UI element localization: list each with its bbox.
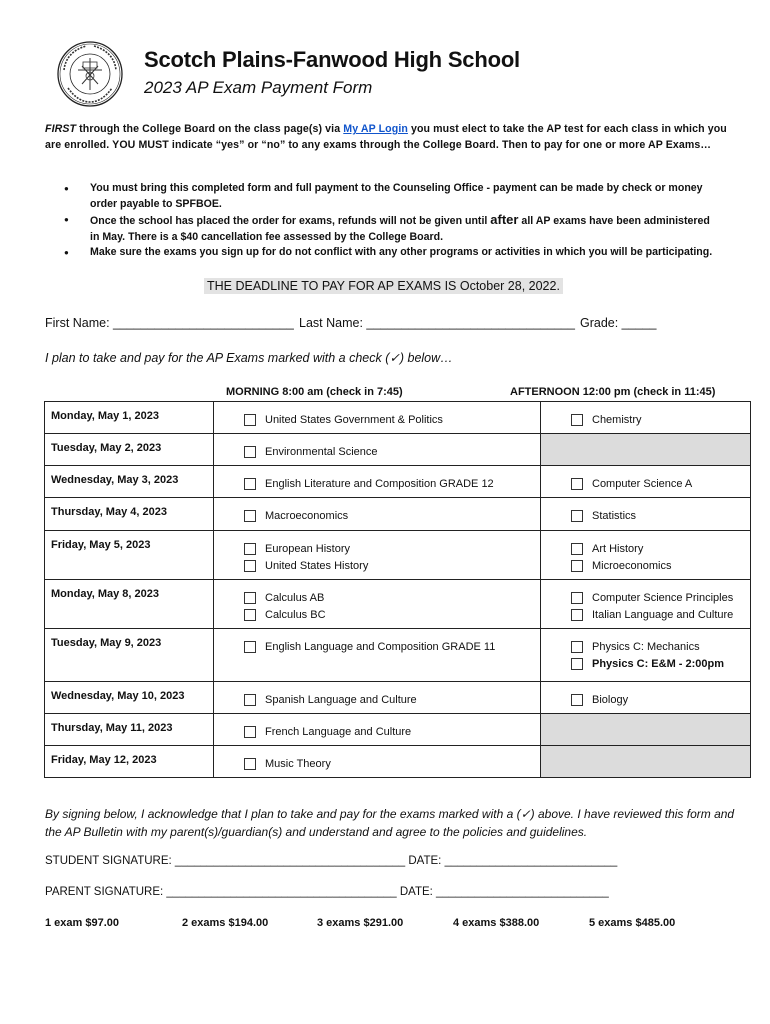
exam-name: Environmental Science bbox=[265, 445, 378, 458]
exam-checkbox[interactable] bbox=[244, 758, 256, 770]
parent-signature-line[interactable]: PARENT SIGNATURE: ____________________________________ DATE: ___________________________ bbox=[45, 886, 609, 898]
exam-day: Monday, May 1, 2023 bbox=[45, 402, 214, 434]
exam-option[interactable] bbox=[244, 558, 540, 576]
schedule-row bbox=[45, 531, 751, 580]
exam-option[interactable] bbox=[571, 507, 750, 525]
plan-instruction: I plan to take and pay for the AP Exams marked with a check (✓) below… bbox=[45, 351, 453, 365]
exam-checkbox[interactable] bbox=[244, 446, 256, 458]
exam-option[interactable] bbox=[571, 558, 750, 576]
morning-exam-cell bbox=[214, 466, 541, 498]
exam-option[interactable] bbox=[244, 507, 540, 525]
exam-name: Computer Science Principles bbox=[592, 591, 734, 604]
afternoon-exam-cell bbox=[541, 498, 751, 531]
exam-checkbox[interactable] bbox=[571, 560, 583, 572]
exam-option[interactable] bbox=[571, 607, 750, 625]
first-name-field[interactable]: First Name: __________________________ bbox=[45, 316, 294, 330]
instruction-item: ● Make sure the exams you sign up for do not conflict with any other programs or activities in which you will be participating. bbox=[60, 245, 720, 261]
student-signature-line[interactable]: STUDENT SIGNATURE: ____________________________________ DATE: ___________________________ bbox=[45, 855, 618, 867]
exam-option[interactable] bbox=[571, 411, 750, 429]
intro-first: FIRST bbox=[45, 123, 77, 135]
exam-day: Thursday, May 11, 2023 bbox=[45, 714, 214, 746]
morning-column-header: MORNING 8:00 am (check in 7:45) bbox=[226, 386, 403, 398]
exam-name: Physics C: E&M - 2:00pm bbox=[592, 658, 725, 671]
exam-schedule-table bbox=[44, 401, 751, 778]
afternoon-exam-cell bbox=[541, 402, 751, 434]
instruction-item: ● You must bring this completed form and full payment to the Counseling Office - payment can be made by check or money order payable to SPFBOE. bbox=[60, 181, 720, 212]
morning-exam-cell bbox=[214, 629, 541, 682]
exam-name: United States Government & Politics bbox=[265, 413, 443, 426]
exam-option[interactable] bbox=[571, 656, 750, 674]
instructions-list bbox=[60, 181, 720, 261]
exam-option[interactable] bbox=[571, 691, 750, 709]
schedule-row bbox=[45, 434, 751, 466]
exam-day: Friday, May 5, 2023 bbox=[45, 531, 214, 580]
exam-option[interactable] bbox=[244, 638, 540, 656]
exam-option[interactable] bbox=[571, 638, 750, 656]
exam-checkbox[interactable] bbox=[244, 478, 256, 490]
intro-text-1: through the College Board on the class page(s) via bbox=[76, 123, 344, 135]
schedule-row bbox=[45, 466, 751, 498]
exam-name: Spanish Language and Culture bbox=[265, 693, 417, 706]
exam-name: Physics C: Mechanics bbox=[592, 640, 700, 653]
afternoon-exam-cell bbox=[541, 531, 751, 580]
last-name-field[interactable]: Last Name: ______________________________ bbox=[299, 316, 575, 330]
instruction-item: ● Once the school has placed the order for exams, refunds will not be given until after all AP exams have been administered in May. There is a $40 cancellation fee assessed by the College Board. bbox=[60, 212, 720, 245]
exam-option[interactable] bbox=[244, 475, 540, 493]
afternoon-exam-cell bbox=[541, 580, 751, 629]
exam-day: Wednesday, May 10, 2023 bbox=[45, 682, 214, 714]
schedule-row bbox=[45, 682, 751, 714]
exam-checkbox[interactable] bbox=[571, 658, 583, 670]
exam-name: Calculus AB bbox=[265, 591, 325, 604]
intro-paragraph bbox=[45, 121, 730, 153]
schedule-row bbox=[45, 402, 751, 434]
school-title: Scotch Plains-Fanwood High School bbox=[144, 47, 520, 72]
afternoon-exam-cell bbox=[541, 682, 751, 714]
exam-name: Microeconomics bbox=[592, 560, 672, 573]
after-emphasis: after bbox=[490, 212, 519, 227]
intro-text-2: you must elect to take the AP test for each class in which you are enrolled. YOU MUST indicate “yes” or “no” to any exams through the College Board. Then to pay for one or more AP Exams… bbox=[45, 123, 727, 151]
exam-option[interactable] bbox=[244, 443, 540, 461]
exam-checkbox[interactable] bbox=[571, 478, 583, 490]
morning-exam-cell bbox=[214, 498, 541, 531]
exam-checkbox[interactable] bbox=[244, 543, 256, 555]
exam-name: Biology bbox=[592, 693, 629, 706]
acknowledgement-text: By signing below, I acknowledge that I plan to take and pay for the exams marked with a (✓) above. I have reviewed this form and the AP Bulletin with my parent(s)/guardian(s) and understand and agree to the policies and guidelines. bbox=[45, 807, 735, 839]
exam-checkbox[interactable] bbox=[244, 641, 256, 653]
price-2-exams: 2 exams $194.00 bbox=[182, 917, 269, 929]
exam-name: Art History bbox=[592, 542, 644, 555]
exam-option[interactable] bbox=[571, 540, 750, 558]
exam-name: Computer Science A bbox=[592, 477, 693, 490]
exam-checkbox[interactable] bbox=[244, 414, 256, 426]
exam-option[interactable] bbox=[244, 607, 540, 625]
exam-option[interactable] bbox=[244, 589, 540, 607]
exam-option[interactable] bbox=[571, 589, 750, 607]
exam-option[interactable] bbox=[244, 540, 540, 558]
exam-checkbox[interactable] bbox=[244, 726, 256, 738]
price-4-exams: 4 exams $388.00 bbox=[453, 917, 540, 929]
exam-name: French Language and Culture bbox=[265, 725, 412, 738]
schedule-row bbox=[45, 580, 751, 629]
exam-day: Tuesday, May 9, 2023 bbox=[45, 629, 214, 682]
exam-day: Monday, May 8, 2023 bbox=[45, 580, 214, 629]
exam-checkbox[interactable] bbox=[244, 694, 256, 706]
grade-field[interactable]: Grade: _____ bbox=[580, 316, 657, 330]
afternoon-exam-cell bbox=[541, 746, 751, 778]
exam-checkbox[interactable] bbox=[571, 414, 583, 426]
exam-checkbox[interactable] bbox=[571, 543, 583, 555]
price-1-exam: 1 exam $97.00 bbox=[45, 917, 120, 929]
exam-option[interactable] bbox=[244, 755, 540, 773]
exam-day: Wednesday, May 3, 2023 bbox=[45, 466, 214, 498]
schedule-row bbox=[45, 746, 751, 778]
exam-name: Statistics bbox=[592, 509, 637, 522]
my-ap-login-link[interactable]: My AP Login bbox=[343, 123, 408, 135]
afternoon-exam-cell bbox=[541, 434, 751, 466]
school-seal-logo bbox=[56, 40, 124, 108]
deadline-notice: THE DEADLINE TO PAY FOR AP EXAMS IS October 28, 2022. bbox=[204, 278, 563, 294]
morning-exam-cell bbox=[214, 531, 541, 580]
morning-exam-cell bbox=[214, 402, 541, 434]
exam-checkbox[interactable] bbox=[244, 510, 256, 522]
exam-day: Thursday, May 4, 2023 bbox=[45, 498, 214, 531]
exam-checkbox[interactable] bbox=[244, 609, 256, 621]
exam-checkbox[interactable] bbox=[571, 609, 583, 621]
exam-name: United States History bbox=[265, 560, 369, 573]
schedule-row bbox=[45, 498, 751, 531]
morning-exam-cell bbox=[214, 434, 541, 466]
schedule-row bbox=[45, 629, 751, 682]
exam-option[interactable] bbox=[571, 475, 750, 493]
exam-checkbox[interactable] bbox=[571, 510, 583, 522]
exam-checkbox[interactable] bbox=[571, 592, 583, 604]
price-3-exams: 3 exams $291.00 bbox=[317, 917, 404, 929]
exam-day: Tuesday, May 2, 2023 bbox=[45, 434, 214, 466]
exam-name: English Language and Composition GRADE 11 bbox=[265, 640, 496, 653]
exam-name: Chemistry bbox=[592, 413, 642, 426]
price-5-exams: 5 exams $485.00 bbox=[589, 917, 676, 929]
morning-exam-cell bbox=[214, 714, 541, 746]
form-subtitle: 2023 AP Exam Payment Form bbox=[144, 78, 373, 97]
schedule-row bbox=[45, 714, 751, 746]
exam-checkbox[interactable] bbox=[571, 641, 583, 653]
exam-day: Friday, May 12, 2023 bbox=[45, 746, 214, 778]
exam-name: English Literature and Composition GRADE 12 bbox=[265, 477, 494, 490]
exam-checkbox[interactable] bbox=[571, 694, 583, 706]
exam-name: European History bbox=[265, 542, 350, 555]
exam-checkbox[interactable] bbox=[244, 560, 256, 572]
exam-name: Calculus BC bbox=[265, 609, 326, 622]
exam-option[interactable] bbox=[244, 411, 540, 429]
exam-name: Macroeconomics bbox=[265, 509, 349, 522]
morning-exam-cell bbox=[214, 746, 541, 778]
exam-name: Music Theory bbox=[265, 757, 331, 770]
morning-exam-cell bbox=[214, 682, 541, 714]
afternoon-column-header: AFTERNOON 12:00 pm (check in 11:45) bbox=[510, 386, 716, 398]
afternoon-exam-cell bbox=[541, 714, 751, 746]
afternoon-exam-cell bbox=[541, 466, 751, 498]
morning-exam-cell bbox=[214, 580, 541, 629]
exam-checkbox[interactable] bbox=[244, 592, 256, 604]
exam-option[interactable] bbox=[244, 723, 540, 741]
afternoon-exam-cell bbox=[541, 629, 751, 682]
exam-option[interactable] bbox=[244, 691, 540, 709]
exam-name: Italian Language and Culture bbox=[592, 609, 734, 622]
